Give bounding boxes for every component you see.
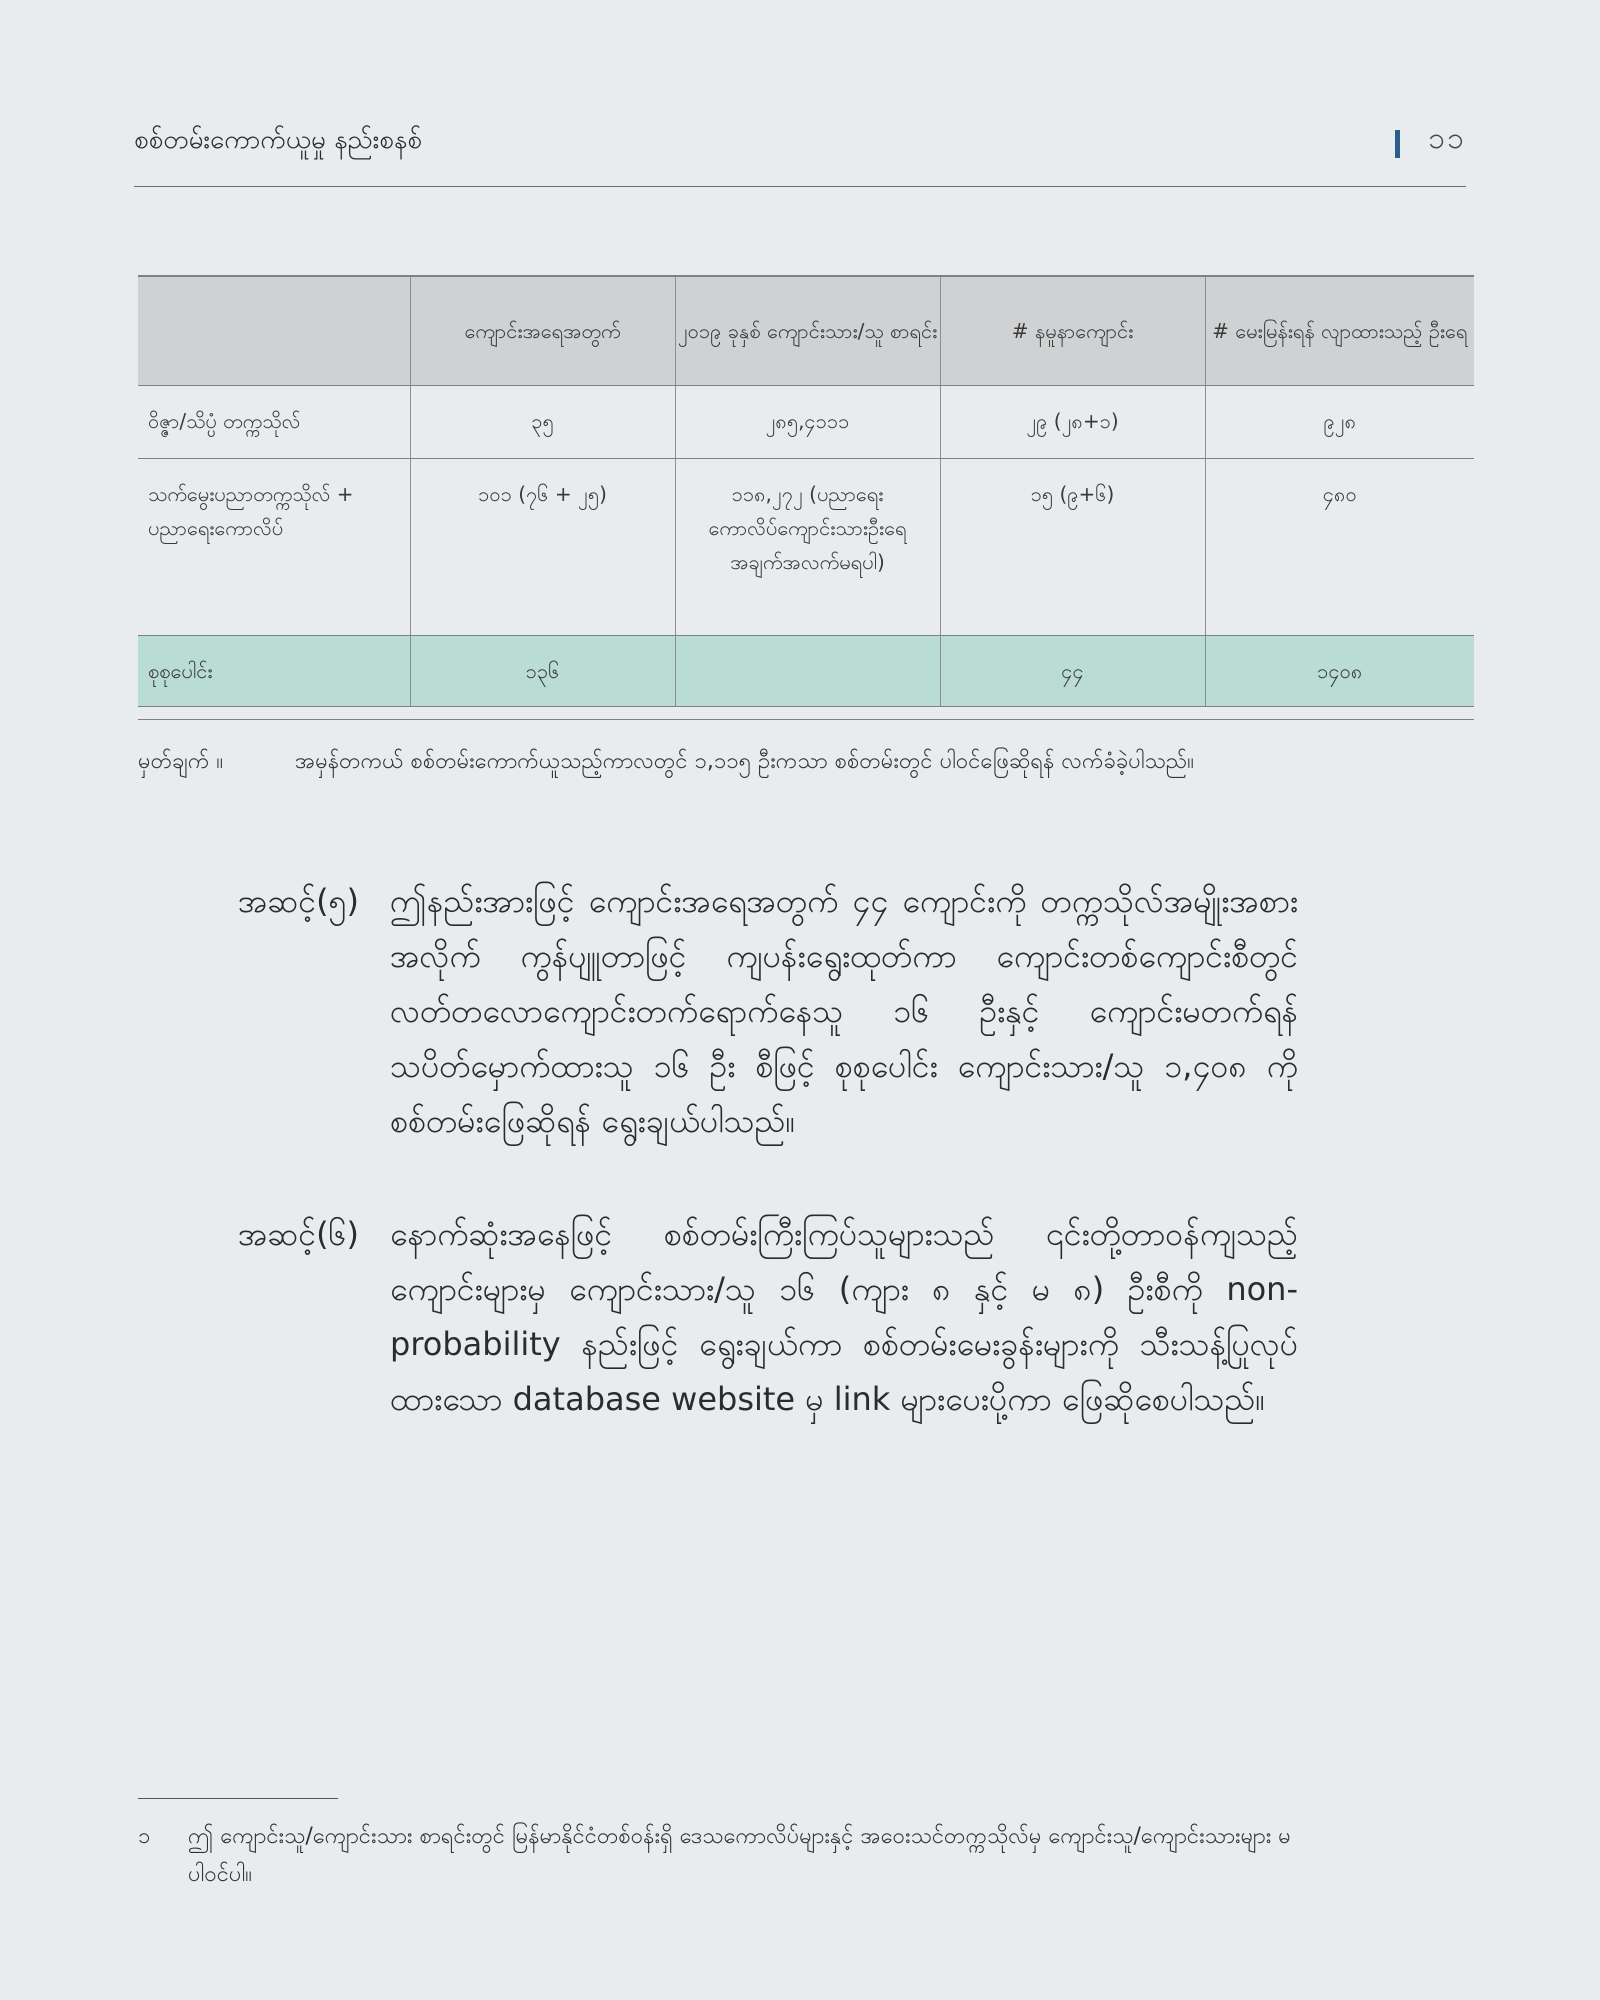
table-cell: ၄၄ <box>940 636 1205 707</box>
note-label: မှတ်ချက် ။ <box>138 749 224 774</box>
step-6-paragraph <box>238 1207 1298 1427</box>
running-title: စစ်တမ်းကောက်ယူမှု နည်းစနစ် <box>134 125 422 155</box>
step-5-paragraph <box>238 874 1298 1149</box>
step-text: ဤနည်းအားဖြင့် ကျောင်းအရေအတွက် ၄၄ ကျောင်းကို တက္ကသိုလ်အမျိုးအစားအလိုက် ကွန်ပျူတာဖြင့် ကျပန်းရွေးထုတ်ကာ ကျောင်းတစ်ကျောင်းစီတွင် လတ်တလောကျောင်းတက်ရောက်နေသူ ၁၆ ဦးနှင့် ကျောင်းမတက်ရန် သပိတ်မှောက်ထားသူ ၁၆ ဦး စီဖြင့် စုစုပေါင်း ကျောင်းသား/သူ ၁,၄၀၈ ကို စစ်တမ်းဖြေဆိုရန် ရွေးချယ်ပါသည်။ <box>390 882 1298 1140</box>
footnote <box>138 1818 1318 1894</box>
row-label: ဝိဇ္ဇာ/သိပ္ပံ တက္ကသိုလ် <box>138 386 410 459</box>
column-header: ကျောင်းအရေအတွက် <box>410 276 675 386</box>
footnote-text: ဤ ကျောင်းသူ/ကျောင်းသား စာရင်းတွင် မြန်မာနိုင်ငံတစ်ဝန်းရှိ ဒေသကောလိပ်များနှင့် အဝေးသင်တက္ကသိုလ်မှ ကျောင်းသူ/ကျောင်းသားများ မပါဝင်ပါ။ <box>188 1824 1291 1887</box>
table-note <box>138 746 1194 779</box>
page-number-block <box>1395 118 1466 163</box>
column-header: # မေးမြန်းရန် လျာထားသည့် ဦးရေ <box>1205 276 1474 386</box>
table-cell: ၁၀၁ (၇၆ + ၂၅) <box>410 459 675 636</box>
table-cell <box>675 636 940 707</box>
table-cell: ၁၃၆ <box>410 636 675 707</box>
table-cell: ၁၄၀၈ <box>1205 636 1474 707</box>
table-cell: ၃၅ <box>410 386 675 459</box>
page-number: ၁၁ <box>1428 121 1466 156</box>
page-accent-bar <box>1395 130 1400 158</box>
table-bottom-rule <box>138 719 1474 720</box>
page-header <box>134 118 1466 187</box>
note-text: အမှန်တကယ် စစ်တမ်းကောက်ယူသည့်ကာလတွင် ၁,၁၁၅ ဦးကသာ စစ်တမ်းတွင် ပါဝင်ဖြေဆိုရန် လက်ခံခဲ့ပါသည်။ <box>295 749 1194 774</box>
table-cell: ၁၁၈,၂၇၂ (ပညာရေး ကောလိပ်ကျောင်းသားဦးရေ အချက်အလက်မရပါ) <box>675 459 940 636</box>
row-label: စုစုပေါင်း <box>138 636 410 707</box>
table-cell: ၂၈၅,၄၁၁၁ <box>675 386 940 459</box>
footnote-number: ၁ <box>138 1824 151 1849</box>
step-label: အဆင့်(၆) <box>238 1215 360 1253</box>
step-label: အဆင့်(၅) <box>238 882 360 920</box>
column-header: ၂၀၁၉ ခုနှစ် ကျောင်းသား/သူ စာရင်း <box>675 276 940 386</box>
sampling-table <box>138 275 1474 707</box>
column-header <box>138 276 410 386</box>
total-row <box>138 636 1474 707</box>
table-cell: ၁၅ (၉+၆) <box>940 459 1205 636</box>
row-label: သက်မွေးပညာတက္ကသိုလ် + ပညာရေးကောလိပ် <box>138 459 410 636</box>
table-cell: ၂၉ (၂၈+၁) <box>940 386 1205 459</box>
table-cell: ၄၈၀ <box>1205 459 1474 636</box>
table-header-row <box>138 276 1474 386</box>
footnote-rule <box>138 1798 338 1799</box>
table-row <box>138 386 1474 459</box>
column-header: # နမူနာကျောင်း <box>940 276 1205 386</box>
table-cell: ၉၂၈ <box>1205 386 1474 459</box>
table-row <box>138 459 1474 636</box>
step-text: နောက်ဆုံးအနေဖြင့် စစ်တမ်းကြီးကြပ်သူများသည် ၎င်းတို့တာဝန်ကျသည့် ကျောင်းများမှ ကျောင်းသား/သူ ၁၆ (ကျား ၈ နှင့် မ ၈) ဦးစီကို non-probability နည်းဖြင့် ရွေးချယ်ကာ စစ်တမ်းမေးခွန်းများကို သီးသန့်ပြုလုပ်ထားသော database website မှ link များပေးပို့ကာ ဖြေဆိုစေပါသည်။ <box>390 1215 1299 1418</box>
